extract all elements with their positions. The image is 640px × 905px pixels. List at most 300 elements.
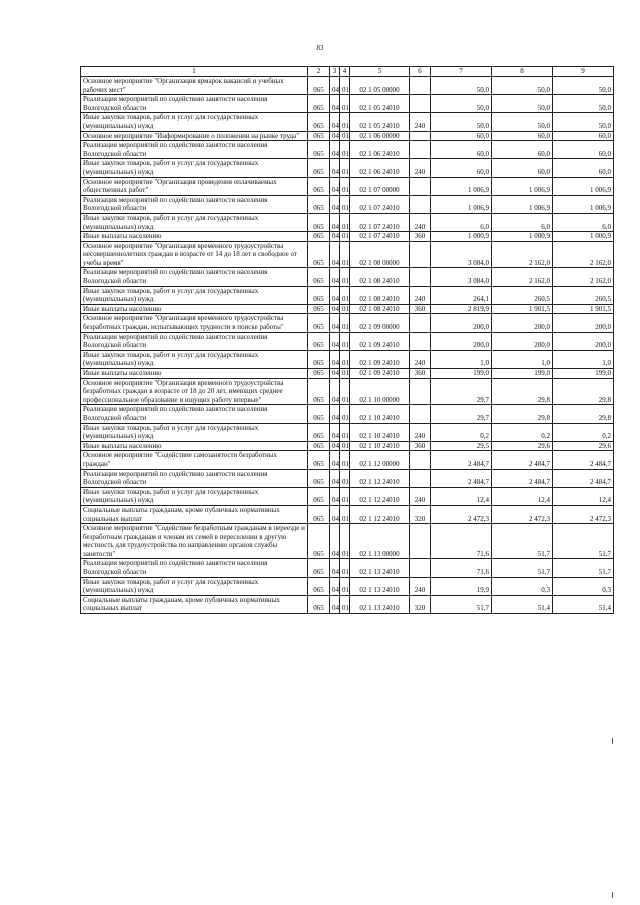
row-value-year3: 2 162,0 [553, 268, 614, 286]
row-code: 065 [308, 177, 330, 195]
row-value-year3: 0,3 [553, 577, 614, 595]
table-row [81, 505, 614, 523]
row-value-year2: 1 000,9 [492, 232, 553, 242]
row-expense-kind: 240 [410, 113, 431, 131]
column-header: 7 [431, 67, 492, 77]
row-value-year1: 2 484,7 [431, 451, 492, 469]
row-value-year1: 2 484,7 [431, 469, 492, 487]
row-section: 04 [330, 487, 340, 505]
column-header: 9 [553, 67, 614, 77]
row-code: 065 [308, 469, 330, 487]
row-value-year1: 3 084,0 [431, 241, 492, 268]
row-section: 04 [330, 232, 340, 242]
row-target-article: 02 1 05 00000 [350, 77, 410, 95]
row-section: 04 [330, 378, 340, 405]
row-target-article: 02 1 13 24010 [350, 559, 410, 577]
table-row [81, 378, 614, 405]
row-name: Социальные выплаты гражданам, кроме публичных нормативных социальных выплат [81, 505, 308, 523]
table-row [81, 241, 614, 268]
column-header: 1 [81, 67, 308, 77]
row-expense-kind [410, 268, 431, 286]
row-expense-kind: 240 [410, 350, 431, 368]
row-section: 04 [330, 213, 340, 231]
row-expense-kind [410, 378, 431, 405]
row-target-article: 02 1 08 24010 [350, 268, 410, 286]
row-target-article: 02 1 13 24010 [350, 595, 410, 613]
row-subsection: 01 [340, 213, 350, 231]
row-value-year2: 1 006,9 [492, 177, 553, 195]
row-value-year2: 1 006,9 [492, 195, 553, 213]
row-code: 065 [308, 141, 330, 159]
row-subsection: 01 [340, 268, 350, 286]
row-value-year3: 29,8 [553, 378, 614, 405]
table-row [81, 332, 614, 350]
row-target-article: 02 1 09 24010 [350, 369, 410, 379]
table-row [81, 469, 614, 487]
row-value-year3: 2 484,7 [553, 451, 614, 469]
row-target-article: 02 1 10 00000 [350, 378, 410, 405]
row-value-year2: 199,0 [492, 369, 553, 379]
row-name: Иные закупки товаров, работ и услуг для государственных (муниципальных) нужд [81, 350, 308, 368]
row-section: 04 [330, 505, 340, 523]
row-name: Иные закупки товаров, работ и услуг для государственных (муниципальных) нужд [81, 487, 308, 505]
row-name: Реализация мероприятий по содействию занятости населения Вологодской области [81, 195, 308, 213]
row-value-year1: 264,1 [431, 286, 492, 304]
table-row [81, 131, 614, 141]
row-value-year1: 1 006,9 [431, 195, 492, 213]
table-row [81, 286, 614, 304]
row-code: 065 [308, 487, 330, 505]
row-expense-kind [410, 241, 431, 268]
row-value-year2: 1 901,5 [492, 304, 553, 314]
row-value-year3: 60,0 [553, 131, 614, 141]
row-subsection: 01 [340, 469, 350, 487]
row-section: 04 [330, 469, 340, 487]
row-target-article: 02 1 05 24010 [350, 113, 410, 131]
table-row [81, 195, 614, 213]
row-value-year3: 50,0 [553, 95, 614, 113]
row-value-year2: 200,0 [492, 314, 553, 332]
row-value-year2: 50,0 [492, 95, 553, 113]
row-target-article: 02 1 07 24010 [350, 213, 410, 231]
row-target-article: 02 1 07 24010 [350, 195, 410, 213]
row-section: 04 [330, 369, 340, 379]
row-value-year1: 51,7 [431, 595, 492, 613]
row-value-year3: 200,0 [553, 314, 614, 332]
row-value-year2: 60,0 [492, 159, 553, 177]
row-value-year1: 12,4 [431, 487, 492, 505]
row-code: 065 [308, 505, 330, 523]
row-value-year3: 50,0 [553, 77, 614, 95]
row-value-year3: 1,0 [553, 350, 614, 368]
row-expense-kind [410, 469, 431, 487]
row-code: 065 [308, 378, 330, 405]
row-expense-kind [410, 131, 431, 141]
row-code: 065 [308, 213, 330, 231]
row-value-year3: 29,8 [553, 405, 614, 423]
row-target-article: 02 1 13 00000 [350, 524, 410, 559]
row-value-year1: 1,0 [431, 350, 492, 368]
row-value-year2: 2 484,7 [492, 469, 553, 487]
row-subsection: 01 [340, 232, 350, 242]
row-code: 065 [308, 268, 330, 286]
table-row [81, 559, 614, 577]
table-row [81, 232, 614, 242]
row-code: 065 [308, 451, 330, 469]
table-row [81, 577, 614, 595]
row-value-year2: 0,2 [492, 423, 553, 441]
row-value-year1: 1 000,9 [431, 232, 492, 242]
row-target-article: 02 1 06 00000 [350, 131, 410, 141]
row-subsection: 01 [340, 487, 350, 505]
table-row [81, 314, 614, 332]
row-subsection: 01 [340, 423, 350, 441]
row-value-year2: 50,0 [492, 77, 553, 95]
row-code: 065 [308, 286, 330, 304]
row-expense-kind [410, 95, 431, 113]
row-section: 04 [330, 524, 340, 559]
row-code: 065 [308, 423, 330, 441]
row-name: Иные выплаты населению [81, 304, 308, 314]
row-name: Реализация мероприятий по содействию занятости населения Вологодской области [81, 141, 308, 159]
row-expense-kind: 360 [410, 441, 431, 451]
row-value-year1: 2 819,9 [431, 304, 492, 314]
row-expense-kind: 240 [410, 213, 431, 231]
row-value-year3: 51,7 [553, 524, 614, 559]
row-name: Основное мероприятие "Организация временного трудоустройства безработных граждан в возрасте от 18 до 20 лет, имеющих среднее профессиональное образование и ищущих работу впервые" [81, 378, 308, 405]
column-header: 2 [308, 67, 330, 77]
row-name: Социальные выплаты гражданам, кроме публичных нормативных социальных выплат [81, 595, 308, 613]
table-row [81, 159, 614, 177]
row-section: 04 [330, 405, 340, 423]
row-code: 065 [308, 405, 330, 423]
row-code: 065 [308, 332, 330, 350]
row-code: 065 [308, 77, 330, 95]
row-name: Основное мероприятие "Организация ярмарок вакансий и учебных рабочих мест" [81, 77, 308, 95]
row-subsection: 01 [340, 369, 350, 379]
row-section: 04 [330, 159, 340, 177]
row-value-year1: 60,0 [431, 131, 492, 141]
column-header: 8 [492, 67, 553, 77]
row-subsection: 01 [340, 595, 350, 613]
row-value-year3: 200,0 [553, 332, 614, 350]
table-row [81, 213, 614, 231]
row-target-article: 02 1 06 24010 [350, 141, 410, 159]
row-section: 04 [330, 241, 340, 268]
row-code: 065 [308, 595, 330, 613]
row-value-year2: 51,4 [492, 595, 553, 613]
table-row [81, 524, 614, 559]
row-target-article: 02 1 09 24010 [350, 332, 410, 350]
column-header: 6 [410, 67, 431, 77]
row-value-year2: 260,5 [492, 286, 553, 304]
row-target-article: 02 1 12 24010 [350, 505, 410, 523]
margin-mark [612, 892, 613, 898]
row-value-year2: 60,0 [492, 131, 553, 141]
row-value-year2: 50,0 [492, 113, 553, 131]
row-subsection: 01 [340, 332, 350, 350]
row-expense-kind [410, 195, 431, 213]
row-name: Иные закупки товаров, работ и услуг для государственных (муниципальных) нужд [81, 213, 308, 231]
row-value-year3: 60,0 [553, 159, 614, 177]
table-row [81, 405, 614, 423]
budget-table [80, 66, 614, 614]
row-subsection: 01 [340, 441, 350, 451]
row-value-year2: 51,7 [492, 524, 553, 559]
row-subsection: 01 [340, 378, 350, 405]
row-section: 04 [330, 95, 340, 113]
row-expense-kind: 360 [410, 232, 431, 242]
row-expense-kind: 240 [410, 423, 431, 441]
row-name: Основное мероприятие "Организация временного трудоустройства безработных граждан, испытывающих трудности в поиске работы" [81, 314, 308, 332]
row-value-year1: 50,0 [431, 113, 492, 131]
column-header: 4 [340, 67, 350, 77]
row-name: Основное мероприятие "Информирование о положении на рынке труда" [81, 131, 308, 141]
row-target-article: 02 1 08 24010 [350, 286, 410, 304]
row-value-year3: 2 472,3 [553, 505, 614, 523]
row-value-year1: 71,6 [431, 524, 492, 559]
row-subsection: 01 [340, 77, 350, 95]
table-row [81, 350, 614, 368]
row-code: 065 [308, 524, 330, 559]
row-name: Основное мероприятие "Содействие самозанятости безработных граждан" [81, 451, 308, 469]
row-value-year1: 71,6 [431, 559, 492, 577]
row-subsection: 01 [340, 177, 350, 195]
table-row [81, 304, 614, 314]
row-subsection: 01 [340, 559, 350, 577]
table-row [81, 268, 614, 286]
row-subsection: 01 [340, 159, 350, 177]
row-subsection: 01 [340, 524, 350, 559]
row-value-year1: 50,0 [431, 95, 492, 113]
table-row [81, 441, 614, 451]
row-target-article: 02 1 06 24010 [350, 159, 410, 177]
row-name: Реализация мероприятий по содействию занятости населения Вологодской области [81, 268, 308, 286]
row-code: 065 [308, 559, 330, 577]
row-expense-kind: 240 [410, 159, 431, 177]
row-value-year3: 1 901,5 [553, 304, 614, 314]
row-value-year3: 29,6 [553, 441, 614, 451]
row-value-year3: 51,7 [553, 559, 614, 577]
row-section: 04 [330, 77, 340, 95]
row-value-year1: 29,7 [431, 405, 492, 423]
row-target-article: 02 1 08 00000 [350, 241, 410, 268]
column-header: 3 [330, 67, 340, 77]
row-section: 04 [330, 441, 340, 451]
row-target-article: 02 1 05 24010 [350, 95, 410, 113]
row-section: 04 [330, 113, 340, 131]
row-section: 04 [330, 314, 340, 332]
row-value-year2: 0,3 [492, 577, 553, 595]
row-name: Иные закупки товаров, работ и услуг для государственных (муниципальных) нужд [81, 286, 308, 304]
row-value-year1: 6,0 [431, 213, 492, 231]
row-code: 065 [308, 113, 330, 131]
row-subsection: 01 [340, 286, 350, 304]
row-expense-kind [410, 559, 431, 577]
row-name: Иные выплаты населению [81, 232, 308, 242]
row-subsection: 01 [340, 577, 350, 595]
row-section: 04 [330, 141, 340, 159]
row-expense-kind [410, 314, 431, 332]
row-target-article: 02 1 10 24010 [350, 405, 410, 423]
row-subsection: 01 [340, 451, 350, 469]
row-name: Иные выплаты населению [81, 369, 308, 379]
row-value-year3: 12,4 [553, 487, 614, 505]
row-value-year2: 29,8 [492, 378, 553, 405]
row-value-year1: 29,5 [431, 441, 492, 451]
row-expense-kind: 320 [410, 505, 431, 523]
row-subsection: 01 [340, 113, 350, 131]
row-code: 065 [308, 241, 330, 268]
row-expense-kind: 240 [410, 487, 431, 505]
row-value-year2: 200,0 [492, 332, 553, 350]
row-section: 04 [330, 268, 340, 286]
row-target-article: 02 1 12 00000 [350, 451, 410, 469]
row-target-article: 02 1 13 24010 [350, 577, 410, 595]
table-header-row [81, 67, 614, 77]
row-name: Реализация мероприятий по содействию занятости населения Вологодской области [81, 469, 308, 487]
table-row [81, 451, 614, 469]
row-code: 065 [308, 369, 330, 379]
row-subsection: 01 [340, 131, 350, 141]
row-target-article: 02 1 12 24010 [350, 469, 410, 487]
row-value-year1: 0,2 [431, 423, 492, 441]
row-name: Реализация мероприятий по содействию занятости населения Вологодской области [81, 559, 308, 577]
row-expense-kind: 360 [410, 304, 431, 314]
row-subsection: 01 [340, 241, 350, 268]
row-value-year3: 1 000,9 [553, 232, 614, 242]
row-value-year1: 1 006,9 [431, 177, 492, 195]
row-target-article: 02 1 07 00000 [350, 177, 410, 195]
row-name: Реализация мероприятий по содействию занятости населения Вологодской области [81, 95, 308, 113]
row-subsection: 01 [340, 405, 350, 423]
row-value-year2: 6,0 [492, 213, 553, 231]
row-section: 04 [330, 451, 340, 469]
row-subsection: 01 [340, 195, 350, 213]
row-value-year1: 200,0 [431, 332, 492, 350]
row-name: Основное мероприятие "Организация проведения оплачиваемых общественных работ" [81, 177, 308, 195]
row-value-year1: 200,0 [431, 314, 492, 332]
row-value-year1: 2 472,3 [431, 505, 492, 523]
row-target-article: 02 1 09 24010 [350, 350, 410, 368]
table-row [81, 113, 614, 131]
row-value-year3: 199,0 [553, 369, 614, 379]
row-expense-kind: 240 [410, 577, 431, 595]
row-name: Иные закупки товаров, работ и услуг для государственных (муниципальных) нужд [81, 159, 308, 177]
row-expense-kind [410, 451, 431, 469]
row-code: 065 [308, 304, 330, 314]
row-expense-kind: 320 [410, 595, 431, 613]
row-subsection: 01 [340, 314, 350, 332]
table-row [81, 487, 614, 505]
row-section: 04 [330, 195, 340, 213]
row-value-year2: 60,0 [492, 141, 553, 159]
row-value-year3: 260,5 [553, 286, 614, 304]
row-target-article: 02 1 12 24010 [350, 487, 410, 505]
table-row [81, 595, 614, 613]
margin-mark [612, 738, 613, 744]
row-expense-kind [410, 332, 431, 350]
row-value-year1: 3 084,0 [431, 268, 492, 286]
row-expense-kind [410, 141, 431, 159]
table-body [81, 77, 614, 614]
row-target-article: 02 1 09 00000 [350, 314, 410, 332]
table-row [81, 177, 614, 195]
row-name: Основное мероприятие "Содействие безработным гражданам в переезде и безработным гражданам и членам их семей в переселении в другую местность для трудоустройства по направлению органов службы занятости" [81, 524, 308, 559]
row-code: 065 [308, 350, 330, 368]
row-expense-kind [410, 177, 431, 195]
row-section: 04 [330, 286, 340, 304]
row-section: 04 [330, 559, 340, 577]
row-value-year2: 29,8 [492, 405, 553, 423]
row-code: 065 [308, 195, 330, 213]
row-name: Основное мероприятие "Организация временного трудоустройства несовершеннолетних граждан в возрасте от 14 до 18 лет в свободное от учебы время" [81, 241, 308, 268]
row-value-year3: 60,0 [553, 141, 614, 159]
row-section: 04 [330, 131, 340, 141]
row-value-year3: 50,0 [553, 113, 614, 131]
row-subsection: 01 [340, 141, 350, 159]
row-value-year2: 2 472,3 [492, 505, 553, 523]
row-code: 065 [308, 314, 330, 332]
row-value-year2: 1,0 [492, 350, 553, 368]
row-section: 04 [330, 304, 340, 314]
row-value-year3: 0,2 [553, 423, 614, 441]
row-name: Реализация мероприятий по содействию занятости населения Вологодской области [81, 405, 308, 423]
row-section: 04 [330, 577, 340, 595]
row-expense-kind: 360 [410, 369, 431, 379]
row-subsection: 01 [340, 505, 350, 523]
row-value-year1: 19,9 [431, 577, 492, 595]
row-expense-kind: 240 [410, 286, 431, 304]
row-value-year1: 50,0 [431, 77, 492, 95]
row-expense-kind [410, 405, 431, 423]
row-value-year1: 60,0 [431, 141, 492, 159]
table-row [81, 141, 614, 159]
row-code: 065 [308, 441, 330, 451]
row-expense-kind [410, 77, 431, 95]
row-value-year2: 2 162,0 [492, 268, 553, 286]
row-value-year3: 1 006,9 [553, 195, 614, 213]
row-name: Реализация мероприятий по содействию занятости населения Вологодской области [81, 332, 308, 350]
row-value-year2: 29,6 [492, 441, 553, 451]
row-section: 04 [330, 177, 340, 195]
row-target-article: 02 1 10 24010 [350, 423, 410, 441]
row-value-year2: 2 162,0 [492, 241, 553, 268]
row-code: 065 [308, 131, 330, 141]
row-code: 065 [308, 159, 330, 177]
row-subsection: 01 [340, 304, 350, 314]
row-subsection: 01 [340, 95, 350, 113]
row-value-year3: 51,4 [553, 595, 614, 613]
column-header: 5 [350, 67, 410, 77]
row-value-year2: 2 484,7 [492, 451, 553, 469]
row-expense-kind [410, 524, 431, 559]
row-value-year3: 2 162,0 [553, 241, 614, 268]
row-section: 04 [330, 332, 340, 350]
row-section: 04 [330, 350, 340, 368]
row-target-article: 02 1 10 24010 [350, 441, 410, 451]
row-value-year3: 6,0 [553, 213, 614, 231]
table-row [81, 369, 614, 379]
row-name: Иные закупки товаров, работ и услуг для государственных (муниципальных) нужд [81, 113, 308, 131]
table-row [81, 77, 614, 95]
table-row [81, 95, 614, 113]
row-value-year1: 199,0 [431, 369, 492, 379]
row-name: Иные выплаты населению [81, 441, 308, 451]
row-value-year1: 60,0 [431, 159, 492, 177]
row-subsection: 01 [340, 350, 350, 368]
row-name: Иные закупки товаров, работ и услуг для государственных (муниципальных) нужд [81, 423, 308, 441]
